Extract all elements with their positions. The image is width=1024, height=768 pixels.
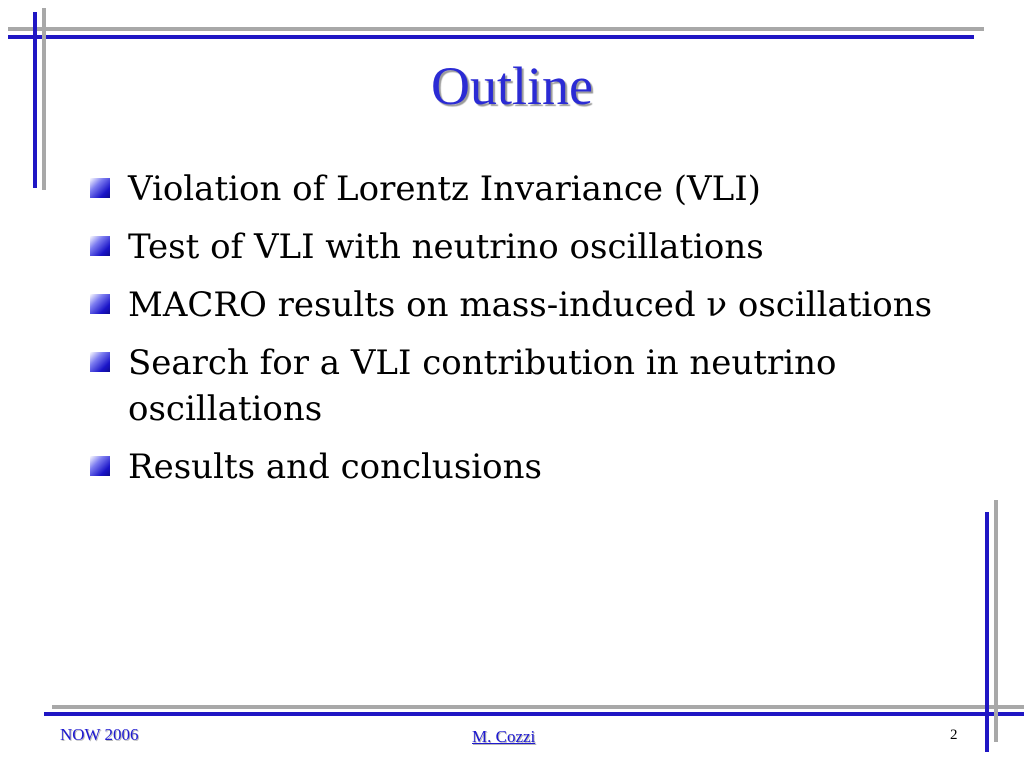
bullet-item [90, 224, 960, 270]
bullet-item [90, 340, 960, 432]
frame-top-gray-line [8, 27, 984, 31]
square-bullet-icon [90, 178, 110, 198]
frame-right-gray-line [994, 500, 998, 742]
bullet-text: Violation of Lorentz Invariance (VLI) [128, 169, 761, 209]
bullet-text: Results and conclusions [128, 447, 542, 487]
frame-top-blue-line [8, 35, 974, 39]
bullet-item [90, 166, 960, 212]
bullet-item [90, 444, 960, 490]
bullet-text: Search for a VLI contribution in neutrino oscillations [128, 343, 837, 429]
square-bullet-icon [90, 236, 110, 256]
frame-right-blue-line [985, 512, 989, 752]
bullet-list [90, 166, 960, 502]
page-number: 2 [950, 727, 958, 743]
slide-title: Outline [431, 56, 593, 116]
bullet-text: Test of VLI with neutrino oscillations [128, 227, 764, 267]
bullet-text: MACRO results on mass-induced ν oscillations [128, 285, 933, 325]
footer-author: M. Cozzi [472, 727, 536, 746]
frame-bottom-gray-line [52, 705, 1024, 709]
frame-bottom-blue-line [44, 712, 1024, 716]
bullet-item [90, 282, 960, 328]
footer-event: NOW 2006 [60, 725, 139, 744]
square-bullet-icon [90, 456, 110, 476]
square-bullet-icon [90, 352, 110, 372]
square-bullet-icon [90, 294, 110, 314]
